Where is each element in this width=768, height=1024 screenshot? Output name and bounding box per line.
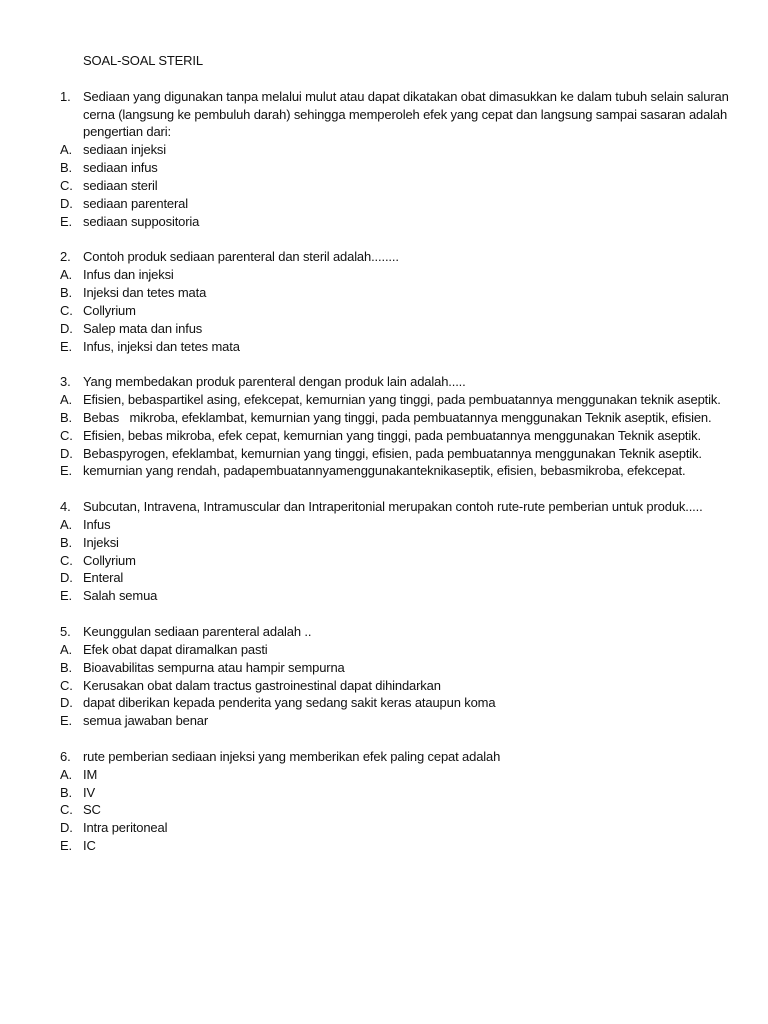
option-b — [60, 534, 730, 552]
option-b — [60, 159, 730, 177]
question-text: Keunggulan sediaan parenteral adalah .. — [83, 624, 312, 639]
option-c — [60, 801, 730, 819]
option-list — [60, 516, 730, 605]
option-letter: A. — [60, 641, 72, 657]
option-text: dapat diberikan kepada penderita yang sedang sakit keras ataupun koma — [83, 695, 496, 711]
option-d — [60, 569, 730, 587]
option-letter: D. — [60, 320, 73, 336]
option-letter: A. — [60, 516, 72, 532]
option-e — [60, 462, 730, 480]
question-text: Sediaan yang digunakan tanpa melalui mulut atau dapat dikatakan obat dimasukkan ke dalam tubuh selain saluran cerna (langsung ke pembuluh darah) sehingga memperoleh efek yang cepat dan langsung sampai sasaran adalah pengertian dari: — [83, 88, 729, 140]
option-letter: E. — [60, 338, 72, 354]
option-text: Collyrium — [83, 552, 136, 568]
question-stem — [60, 498, 730, 516]
option-letter: E. — [60, 838, 72, 854]
question-number: 1. — [60, 88, 71, 104]
question-5 — [60, 623, 730, 730]
option-letter: C. — [60, 427, 73, 443]
option-d — [60, 195, 730, 213]
option-letter: D. — [60, 445, 73, 461]
document-title: SOAL-SOAL STERIL — [83, 53, 203, 68]
option-a — [60, 391, 730, 409]
option-list — [60, 391, 730, 480]
option-list — [60, 266, 730, 355]
option-c — [60, 302, 730, 320]
option-text: IC — [83, 838, 96, 854]
option-letter: E. — [60, 713, 72, 729]
question-1 — [60, 88, 730, 231]
option-letter: B. — [60, 534, 72, 550]
option-text: IM — [83, 766, 98, 782]
option-letter: A. — [60, 766, 72, 782]
option-text: Enteral — [83, 570, 124, 586]
option-letter: C. — [60, 677, 73, 693]
option-text: Salep mata dan infus — [83, 320, 203, 336]
option-e — [60, 213, 730, 231]
question-number: 6. — [60, 748, 71, 764]
option-a — [60, 766, 730, 784]
option-text: Injeksi — [83, 534, 119, 550]
option-b — [60, 409, 730, 427]
option-letter: E. — [60, 213, 72, 229]
option-c — [60, 552, 730, 570]
option-text: Infus dan injeksi — [83, 267, 174, 283]
option-letter: D. — [60, 695, 73, 711]
question-text: Yang membedakan produk parenteral dengan produk lain adalah..... — [83, 374, 466, 390]
option-text: sediaan suppositoria — [83, 213, 200, 229]
option-a — [60, 516, 730, 534]
option-b — [60, 284, 730, 302]
option-text: Intra peritoneal — [83, 820, 168, 836]
option-list — [60, 766, 730, 855]
question-3 — [60, 373, 730, 480]
option-text: IV — [83, 784, 95, 800]
option-text: sediaan parenteral — [83, 195, 188, 211]
option-e — [60, 587, 730, 605]
question-6 — [60, 748, 730, 855]
option-letter: C. — [60, 302, 73, 318]
option-letter: D. — [60, 820, 73, 836]
option-text: sediaan injeksi — [83, 142, 167, 158]
option-e — [60, 712, 730, 730]
question-4 — [60, 498, 730, 605]
question-stem — [60, 88, 730, 142]
option-text: Bioavabilitas sempurna atau hampir sempurna — [83, 659, 345, 675]
option-letter: E. — [60, 588, 72, 604]
option-a — [60, 641, 730, 659]
option-d — [60, 819, 730, 837]
option-text: Efisien, bebas mikroba, efek cepat, kemurnian yang tinggi, pada pembuatannya menggunakan Teknik aseptik. — [83, 427, 701, 443]
question-stem — [60, 248, 730, 266]
option-text: Bebaspyrogen, efeklambat, kemurnian yang tinggi, efisien, pada pembuatannya menggunakan Teknik aseptik. — [83, 445, 702, 461]
option-text: Bebas mikroba, efeklambat, kemurnian yang tinggi, pada pembuatannya menggunakan Teknik aseptik, efisien. — [83, 409, 712, 425]
option-text: Infus, injeksi dan tetes mata — [83, 338, 240, 354]
option-letter: B. — [60, 409, 72, 425]
option-letter: A. — [60, 392, 72, 408]
question-stem — [60, 373, 730, 391]
option-text: Collyrium — [83, 302, 136, 318]
option-letter: D. — [60, 570, 73, 586]
option-e — [60, 338, 730, 356]
question-number: 5. — [60, 624, 71, 639]
option-letter: A. — [60, 142, 72, 158]
option-text: Efek obat dapat diramalkan pasti — [83, 641, 268, 657]
option-text: Efisien, bebaspartikel asing, efekcepat, kemurnian yang tinggi, pada pembuatannya menggunakan teknik aseptik. — [83, 392, 721, 408]
option-d — [60, 320, 730, 338]
option-letter: B. — [60, 784, 72, 800]
question-text: Contoh produk sediaan parenteral dan steril adalah........ — [83, 249, 399, 265]
option-list — [60, 641, 730, 730]
option-text: Injeksi dan tetes mata — [83, 284, 207, 300]
option-letter: B. — [60, 659, 72, 675]
option-text: Infus — [83, 516, 111, 532]
option-letter: B. — [60, 160, 72, 176]
option-text: semua jawaban benar — [83, 713, 209, 729]
option-c — [60, 427, 730, 445]
option-letter: C. — [60, 802, 73, 818]
option-letter: E. — [60, 463, 72, 479]
option-text: sediaan steril — [83, 177, 158, 193]
question-number: 3. — [60, 374, 71, 390]
option-text: Kerusakan obat dalam tractus gastroinestinal dapat dihindarkan — [83, 677, 441, 693]
option-d — [60, 694, 730, 712]
question-text: Subcutan, Intravena, Intramuscular dan Intraperitonial merupakan contoh rute-rute pemberian untuk produk..... — [83, 499, 703, 515]
option-text: kemurnian yang rendah, padapembuatannyamenggunakanteknikaseptik, efisien, bebasmikroba, efekcepat. — [83, 463, 686, 479]
document-body — [60, 52, 730, 873]
option-letter: D. — [60, 195, 73, 211]
option-text: Salah semua — [83, 588, 158, 604]
option-a — [60, 266, 730, 284]
option-letter: A. — [60, 267, 72, 283]
option-letter: C. — [60, 177, 73, 193]
option-list — [60, 141, 730, 230]
option-b — [60, 784, 730, 802]
option-letter: C. — [60, 552, 73, 568]
question-text: rute pemberian sediaan injeksi yang memberikan efek paling cepat adalah — [83, 748, 501, 764]
option-letter: B. — [60, 284, 72, 300]
question-stem — [60, 748, 730, 766]
option-b — [60, 659, 730, 677]
question-stem — [60, 623, 730, 641]
option-c — [60, 177, 730, 195]
option-c — [60, 677, 730, 695]
question-number: 2. — [60, 249, 71, 265]
option-a — [60, 141, 730, 159]
option-text: sediaan infus — [83, 160, 158, 176]
option-d — [60, 445, 730, 463]
question-2 — [60, 248, 730, 355]
option-e — [60, 837, 730, 855]
question-number: 4. — [60, 499, 71, 515]
option-text: SC — [83, 802, 101, 818]
